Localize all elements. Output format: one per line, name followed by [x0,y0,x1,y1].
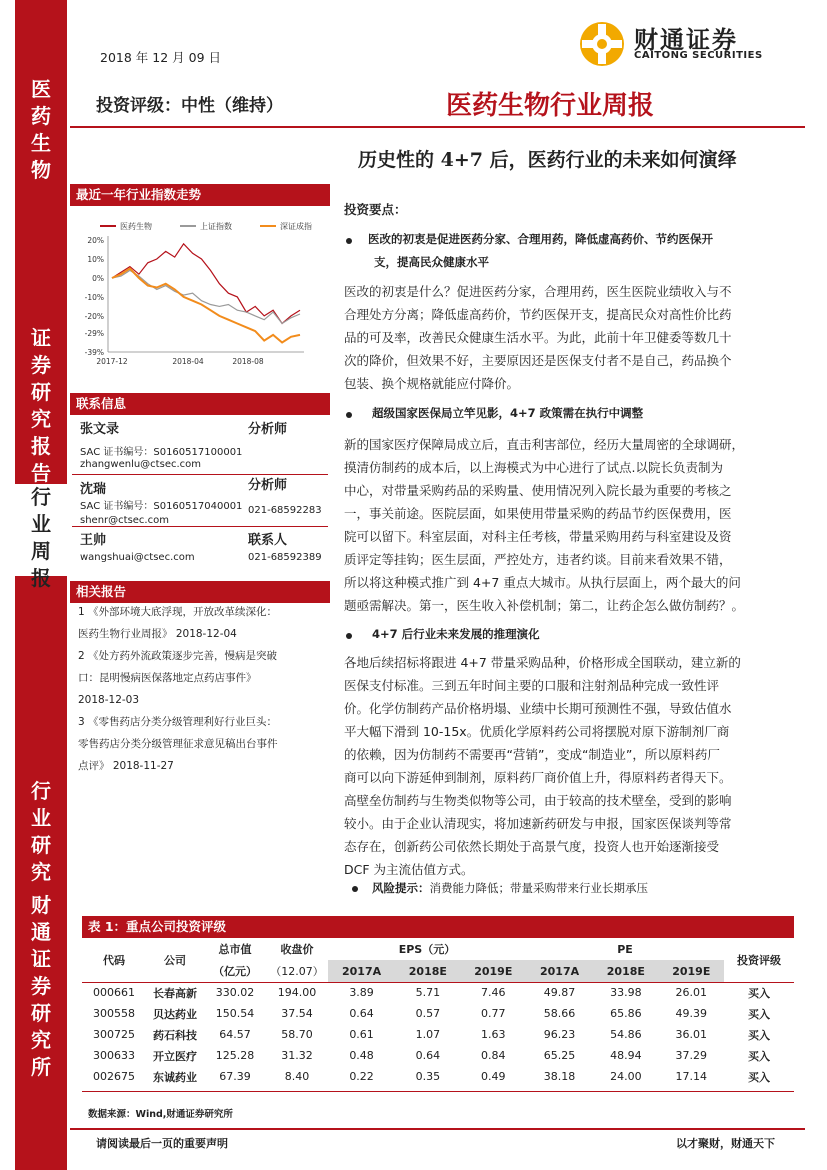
side-label-industry: 医 药 生 物 [31,77,51,182]
legend-label: 深证成指 [280,222,312,231]
headline: 历史性的 4+7 后，医药行业的未来如何演绎 [358,149,737,171]
logo-text-cn: 财通证券 [634,25,738,54]
table-cell: 3.89 [349,986,374,999]
risk-text: 消费能力降低；带量采购带来行业长期承压 [429,881,648,895]
related-report-line: 2018-12-03 [78,694,140,706]
series-line [112,269,300,343]
table-cell: 买入 [748,1070,770,1084]
table-cell: 贝达药业 [153,1007,197,1021]
paragraph-line: 摸清仿制药的成本后，以上海模式为中心进行了试点.以院长负责制为 [344,460,723,475]
table-cell: 东诚药业 [153,1070,197,1084]
y-tick-label: -29% [84,329,104,339]
footer-disclaimer: 请阅读最后一页的重要声明 [96,1137,228,1150]
x-tick-label: 2018-08 [232,357,264,366]
table-cell: 17.14 [675,1070,708,1083]
contact-email[interactable]: zhangwenlu@ctsec.com [80,459,202,470]
related-report-line: 1 《外部环境大底浮现，开放改革续深化： [78,606,278,618]
table-cell: 买入 [748,1007,770,1021]
table-cell: 36.01 [675,1028,708,1041]
paragraph-line: 合理处方分离；降低虚高药价，节约医保开支，提高民众对高性价比药 [344,307,732,322]
table-cell: 8.40 [284,1070,310,1083]
contact-divider [72,474,328,475]
contact-role: 分析师 [248,478,288,493]
caitong-logo-icon [578,20,626,68]
table-cell: 1.63 [481,1028,506,1041]
table-cell: 49.87 [543,986,576,999]
col-mcap: 总市值 [218,943,252,956]
side-label-research: 行 业 研 究 [31,779,51,884]
contact-name: 沈瑞 [80,482,107,497]
related-report-line: 零售药店分类分级管理征求意见稿出台事件 [78,738,278,750]
table-cell: 300725 [93,1028,135,1041]
contact-phone: 021-68592389 [248,552,322,563]
table-cell: 0.35 [415,1070,441,1083]
table-cell: 1.07 [415,1028,441,1041]
table-cell: 125.28 [215,1049,255,1062]
table-cell: 7.46 [481,986,506,999]
col-code: 代码 [103,954,125,967]
col-year: 2018E [593,960,658,982]
side-label-report-type: 证 券 研 究 报 告 [31,326,51,485]
table-cell: 67.39 [219,1070,251,1083]
col-rating: 投资评级 [737,954,781,967]
paragraph-line: 医保支付标准。三到五年时间主要的口服和注射剂品种完成一致性评 [344,678,720,693]
table-cell: 38.18 [543,1070,576,1083]
y-tick-label: 0% [92,273,104,283]
contact-sac: SAC 证书编号：S0160517100001 [80,447,243,458]
paragraph-line: 包装、换个规格就能应付降价。 [344,376,520,391]
table-title: 表 1：重点公司投资评级 [82,916,794,938]
paragraph [344,280,792,395]
table-cell: 48.94 [610,1049,642,1062]
related-report-item[interactable] [78,601,330,645]
paragraph-line: 品的可及率，改善民众健康生活水平。为此，此前十年卫健委等数几十 [344,330,732,345]
paragraph-line: 的依赖，因为仿制药不需要再“营销”，变成“制造业”，所以原料药厂 [344,747,720,762]
y-tick-label: -10% [84,292,104,302]
table-bottom-divider [82,1091,794,1092]
paragraph-line: 一，事关前途。医院层面，如果使用带量采购的药品节约医保费用，医 [344,506,732,521]
related-report-line: 3 《零售药店分类分级管理利好行业巨头： [78,716,278,728]
col-year: 2017A [526,960,593,982]
paragraph [344,433,792,617]
bullet-heading: 4+7 后行业未来发展的推理演化 [372,627,540,641]
table-cell: 300558 [93,1007,135,1020]
paragraph-line: 商可以向下游延伸到制剂，原料药厂商价值上升，得原料药者得天下。 [344,770,732,785]
data-source: 数据来源：Wind,财通证券研究所 [88,1109,233,1120]
table-cell: 买入 [748,1028,770,1042]
table-cell: 0.48 [349,1049,374,1062]
table-cell: 5.71 [415,986,441,999]
table-cell: 150.54 [215,1007,255,1020]
table-row [82,982,794,1003]
col-price-date: （12.07） [270,965,324,978]
contact-name: 王帅 [80,533,107,548]
related-report-line: 医药生物行业周报》 2018-12-04 [78,628,237,640]
col-price: 收盘价 [280,943,314,956]
table-cell: 26.01 [675,986,708,999]
header-divider [70,126,805,128]
contact-divider [72,526,328,527]
y-tick-label: -39% [84,348,104,357]
contacts-section-title: 联系信息 [70,393,330,415]
series-line [112,244,300,324]
table-header-divider [82,982,794,983]
paragraph-line: 医改的初衷是什么？促进医药分家，合理用药，医生医院业绩收入与不 [344,284,732,299]
table-cell: 96.23 [543,1028,576,1041]
table-cell: 开立医疗 [153,1049,197,1063]
bullet-icon [346,412,352,418]
table-cell: 33.98 [610,986,642,999]
paragraph-line: 高壁垒仿制药与生物类似物等公司，由于较高的技术壁垒，受到的影响 [344,793,732,808]
bullet-heading-line: 医改的初衷是促进医药分家、合理用药，降低虚高药价、节约医保开 [368,232,713,246]
table-cell: 0.49 [481,1070,506,1083]
bullet-icon [346,238,352,244]
industry-index-chart [72,214,330,376]
paragraph-line: 价。化学仿制药产品价格坍塌、业绩中长期可预测性不强，导致估值水 [344,701,732,716]
keypoints-label: 投资要点： [344,202,407,217]
related-report-line: 口：昆明慢病医保落地定点药店事件》 [78,672,257,684]
table-cell: 58.70 [281,1028,313,1041]
table-cell: 长春高新 [153,986,197,1000]
paragraph-line: 新的国家医疗保障局成立后，直击利害部位，经历大量周密的全球调研， [344,437,745,452]
related-report-line: 点评》 2018-11-27 [78,760,174,772]
table-cell: 0.22 [349,1070,374,1083]
table-cell: 买入 [748,1049,770,1063]
table-cell: 54.86 [610,1028,642,1041]
table-cell: 37.29 [675,1049,708,1062]
table-row [82,1003,794,1024]
y-tick-label: 10% [87,254,104,264]
related-report-line: 2 《处方药外流政策逐步完善，慢病是突破 [78,650,278,662]
paragraph-line: 较小。由于企业认清现实，将加速新药研发与申报，国家医保谈判等常 [344,816,732,831]
col-year: 2017A [328,960,395,982]
table-cell: 65.25 [543,1049,576,1062]
contact-role: 分析师 [248,422,288,437]
table-cell: 24.00 [610,1070,642,1083]
related-section-title: 相关报告 [70,581,330,603]
col-company: 公司 [164,954,186,967]
paragraph-line: 质评定等挂钩；医生层面，严控处方，违者约谈。目前来看效果不错， [344,552,732,567]
bullet-icon [352,886,358,892]
related-report-item[interactable] [78,711,330,777]
risk-label: 风险提示： [372,881,430,895]
table-cell: 0.61 [349,1028,374,1041]
paragraph-line: 各地后续招标将跟进 4+7 带量采购品种，价格形成全国联动，建立新的 [344,655,741,670]
table-cell: 330.02 [215,986,255,999]
col-year: 2019E [659,960,724,982]
table-cell: 买入 [748,986,770,1000]
legend-label: 医药生物 [120,222,152,231]
bullet-icon [346,633,352,639]
table-cell: 37.54 [281,1007,313,1020]
table-cell: 药石科技 [153,1028,197,1042]
col-pe: PE [617,942,633,956]
investment-rating-table [82,938,794,1087]
table-cell: 64.57 [219,1028,251,1041]
table-cell: 0.77 [481,1007,506,1020]
y-tick-label: 20% [87,236,104,245]
paragraph-line: DCF 为主流估值方式。 [344,862,474,877]
report-title: 医药生物行业周报 [446,91,655,121]
table-row [82,1066,794,1087]
table-cell: 58.66 [543,1007,576,1020]
table-cell: 0.64 [415,1049,441,1062]
side-label-weekly: 行 业 周 报 [31,485,51,590]
col-mcap-unit: （亿元） [213,965,257,978]
related-report-item[interactable] [78,645,330,711]
table-cell: 002675 [93,1070,135,1083]
col-year: 2018E [395,960,460,982]
col-year: 2019E [461,960,526,982]
x-tick-label: 2018-04 [172,357,204,366]
paragraph-line: 中心，对带量采购药品的采购量、使用情况列入院长最为重要的考核之 [344,483,732,498]
contact-sac: SAC 证书编号：S0160517040001 [80,501,243,512]
footer-divider [70,1128,805,1130]
contact-email[interactable]: wangshuai@ctsec.com [80,552,195,563]
investment-rating: 投资评级：中性（维持） [96,96,283,116]
paragraph-line: 次的降价，但效果不好，主要原因还是医保支付者不是自己，药品换个 [344,353,732,368]
contact-role: 联系人 [248,533,288,548]
paragraph-line: 平大幅下滑到 10-15x。优质化学原料药公司将摆脱对原下游制剂厂商 [344,724,730,739]
table-cell: 0.57 [415,1007,441,1020]
contact-phone: 021-68592283 [248,505,322,516]
bullet-heading: 超级国家医保局立竿见影，4+7 政策需在执行中调整 [372,406,644,420]
y-tick-label: -20% [84,311,104,321]
table-row [82,1045,794,1066]
table-cell: 300633 [93,1049,135,1062]
paragraph-line: 题亟需解决。第一，医生收入补偿机制；第二，让药企怎么做仿制药？。 [344,598,745,613]
paragraph [344,651,792,881]
report-date: 2018 年 12 月 09 日 [100,50,221,65]
table-cell: 194.00 [277,986,317,999]
chart-section-title: 最近一年行业指数走势 [70,184,330,206]
table-row [82,1024,794,1045]
table-cell: 000661 [93,986,135,999]
logo-text-en: CAITONG SECURITIES [634,50,763,61]
table-cell: 0.64 [349,1007,374,1020]
contact-email[interactable]: shenr@ctsec.com [80,515,169,526]
table-cell: 31.32 [281,1049,313,1062]
bullet-heading [368,228,713,274]
paragraph-line: 态存在，创新药公司依然长期处于高景气度，投资人也开始逐渐接受 [344,839,720,854]
contact-name: 张文录 [80,422,120,437]
paragraph-line: 所以将这种模式推广到 4+7 重点大城市。从执行层面上，两个最大的问 [344,575,741,590]
table-cell: 0.84 [481,1049,506,1062]
table-cell: 65.86 [610,1007,642,1020]
legend-label: 上证指数 [200,222,232,231]
paragraph-line: 院可以留下。科室层面，对科主任考核，带量采购用药与科室建设及资 [344,529,732,544]
side-label-institute: 财 通 证 券 研 究 所 [31,893,51,1079]
x-tick-label: 2017-12 [96,357,128,366]
bullet-heading-line: 支，提高民众健康水平 [374,255,489,269]
table-cell: 49.39 [675,1007,708,1020]
risk-notice [372,880,648,896]
footer-slogan: 以才聚财，财通天下 [676,1137,775,1150]
col-eps: EPS（元） [398,943,456,956]
